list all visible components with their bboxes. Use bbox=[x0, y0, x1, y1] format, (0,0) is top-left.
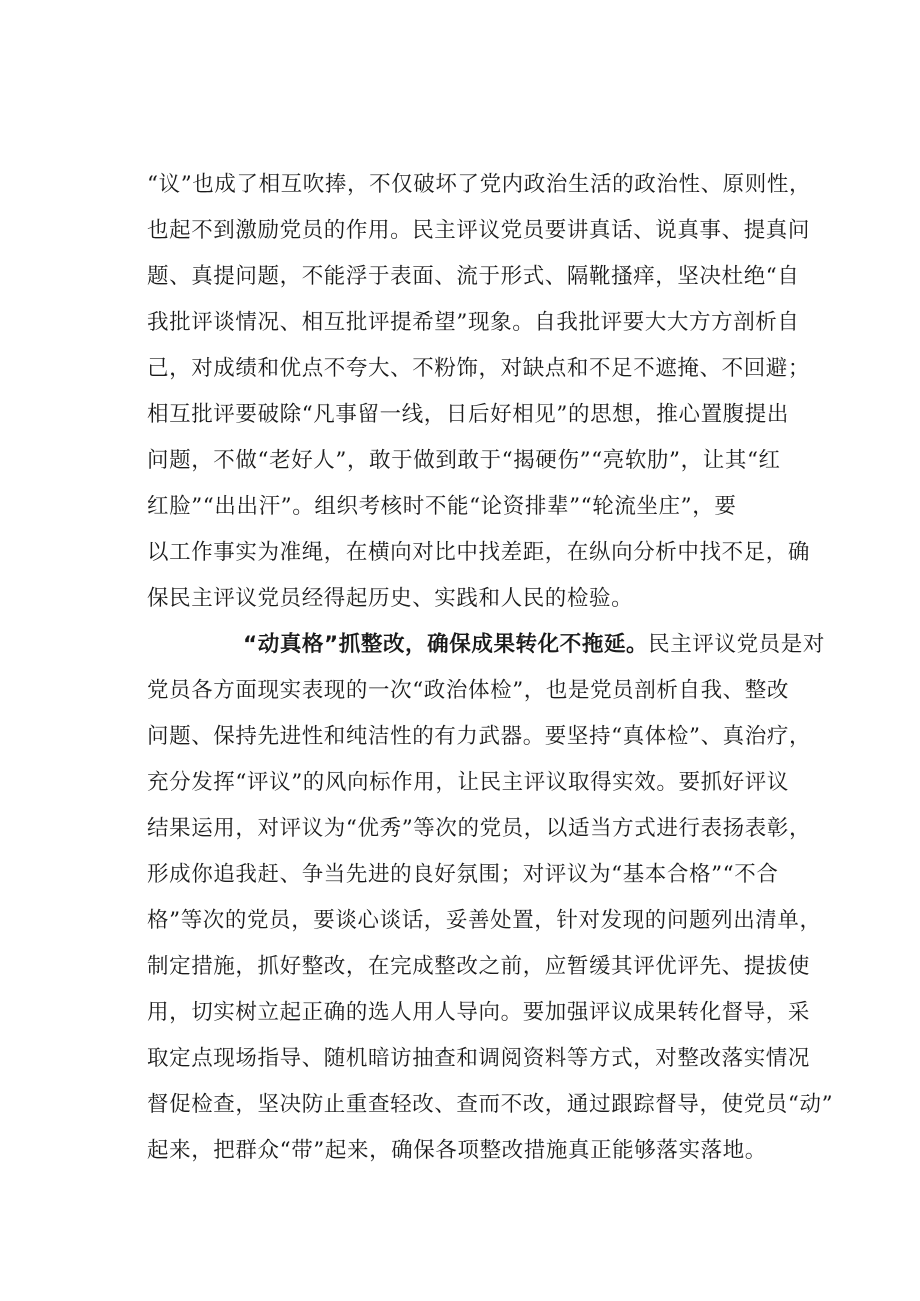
paragraph-1 bbox=[147, 162, 812, 622]
text-line: “议”也成了相互吹捧，不仅破坏了党内政治生活的政治性、原则性， bbox=[147, 172, 812, 197]
paragraph-2 bbox=[147, 622, 834, 1174]
text-line: 以工作事实为准绳，在横向对比中找差距，在纵向分析中找不足，确 bbox=[147, 540, 811, 565]
text-line: 格”等次的党员，要谈心谈话，妥善处置，针对发现的问题列出清单， bbox=[147, 908, 822, 933]
text-line: 督促检查，坚决防止重查轻改、查而不改，通过跟踪督导，使党员“动” bbox=[147, 1092, 834, 1117]
text-line: 形成你追我赶、争当先进的良好氛围；对评议为“基本合格”“不合 bbox=[147, 862, 779, 887]
text-line: 题、真提问题，不能浮于表面、流于形式、隔靴搔痒，坚决杜绝“自 bbox=[147, 264, 800, 289]
text-line: 制定措施，抓好整改，在完成整改之前，应暂缓其评优评先、提拔使 bbox=[147, 954, 811, 979]
text-line: 保民主评议党员经得起历史、实践和人民的检验。 bbox=[147, 586, 634, 611]
text-line: 相互批评要破除“凡事留一线，日后好相见”的思想，推心置腹提出 bbox=[147, 402, 789, 427]
paragraph-2-first-line bbox=[147, 622, 825, 668]
section-heading: “动真格”抓整改，确保成果转化不拖延。 bbox=[243, 632, 649, 657]
text-line: 结果运用，对评议为“优秀”等次的党员，以适当方式进行表扬表彰， bbox=[147, 816, 812, 841]
text-line: 取定点现场指导、随机暗访抽查和调阅资料等方式，对整改落实情况 bbox=[147, 1046, 811, 1071]
text-line: 党员各方面现实表现的一次“政治体检”，也是党员剖析自我、整改 bbox=[147, 678, 789, 703]
text-line: 也起不到激励党员的作用。民主评议党员要讲真话、说真事、提真问 bbox=[147, 218, 811, 243]
text-line: 起来，把群众“带”起来，确保各项整改措施真正能够落实落地。 bbox=[147, 1138, 767, 1163]
text-line: 我批评谈情况、相互批评提希望”现象。自我批评要大大方方剖析自 bbox=[147, 310, 800, 335]
text-run: 民主评议党员是对 bbox=[648, 632, 825, 657]
text-line: 用，切实树立起正确的选人用人导向。要加强评议成果转化督导，采 bbox=[147, 1000, 811, 1025]
text-line: 红脸”“出出汗”。组织考核时不能“论资排辈”“轮流坐庄”，要 bbox=[147, 494, 737, 519]
text-line: 问题、保持先进性和纯洁性的有力武器。要坚持“真体检”、真治疗， bbox=[147, 724, 812, 749]
text-line: 问题，不做“老好人”，敢于做到敢于“揭硬伤”“亮软肋”，让其“红 bbox=[147, 448, 781, 473]
text-line: 己，对成绩和优点不夸大、不粉饰，对缺点和不足不遮掩、不回避； bbox=[147, 356, 811, 381]
text-line: 充分发挥“评议”的风向标作用，让民主评议取得实效。要抓好评议 bbox=[147, 770, 789, 795]
document-body bbox=[147, 162, 834, 1174]
